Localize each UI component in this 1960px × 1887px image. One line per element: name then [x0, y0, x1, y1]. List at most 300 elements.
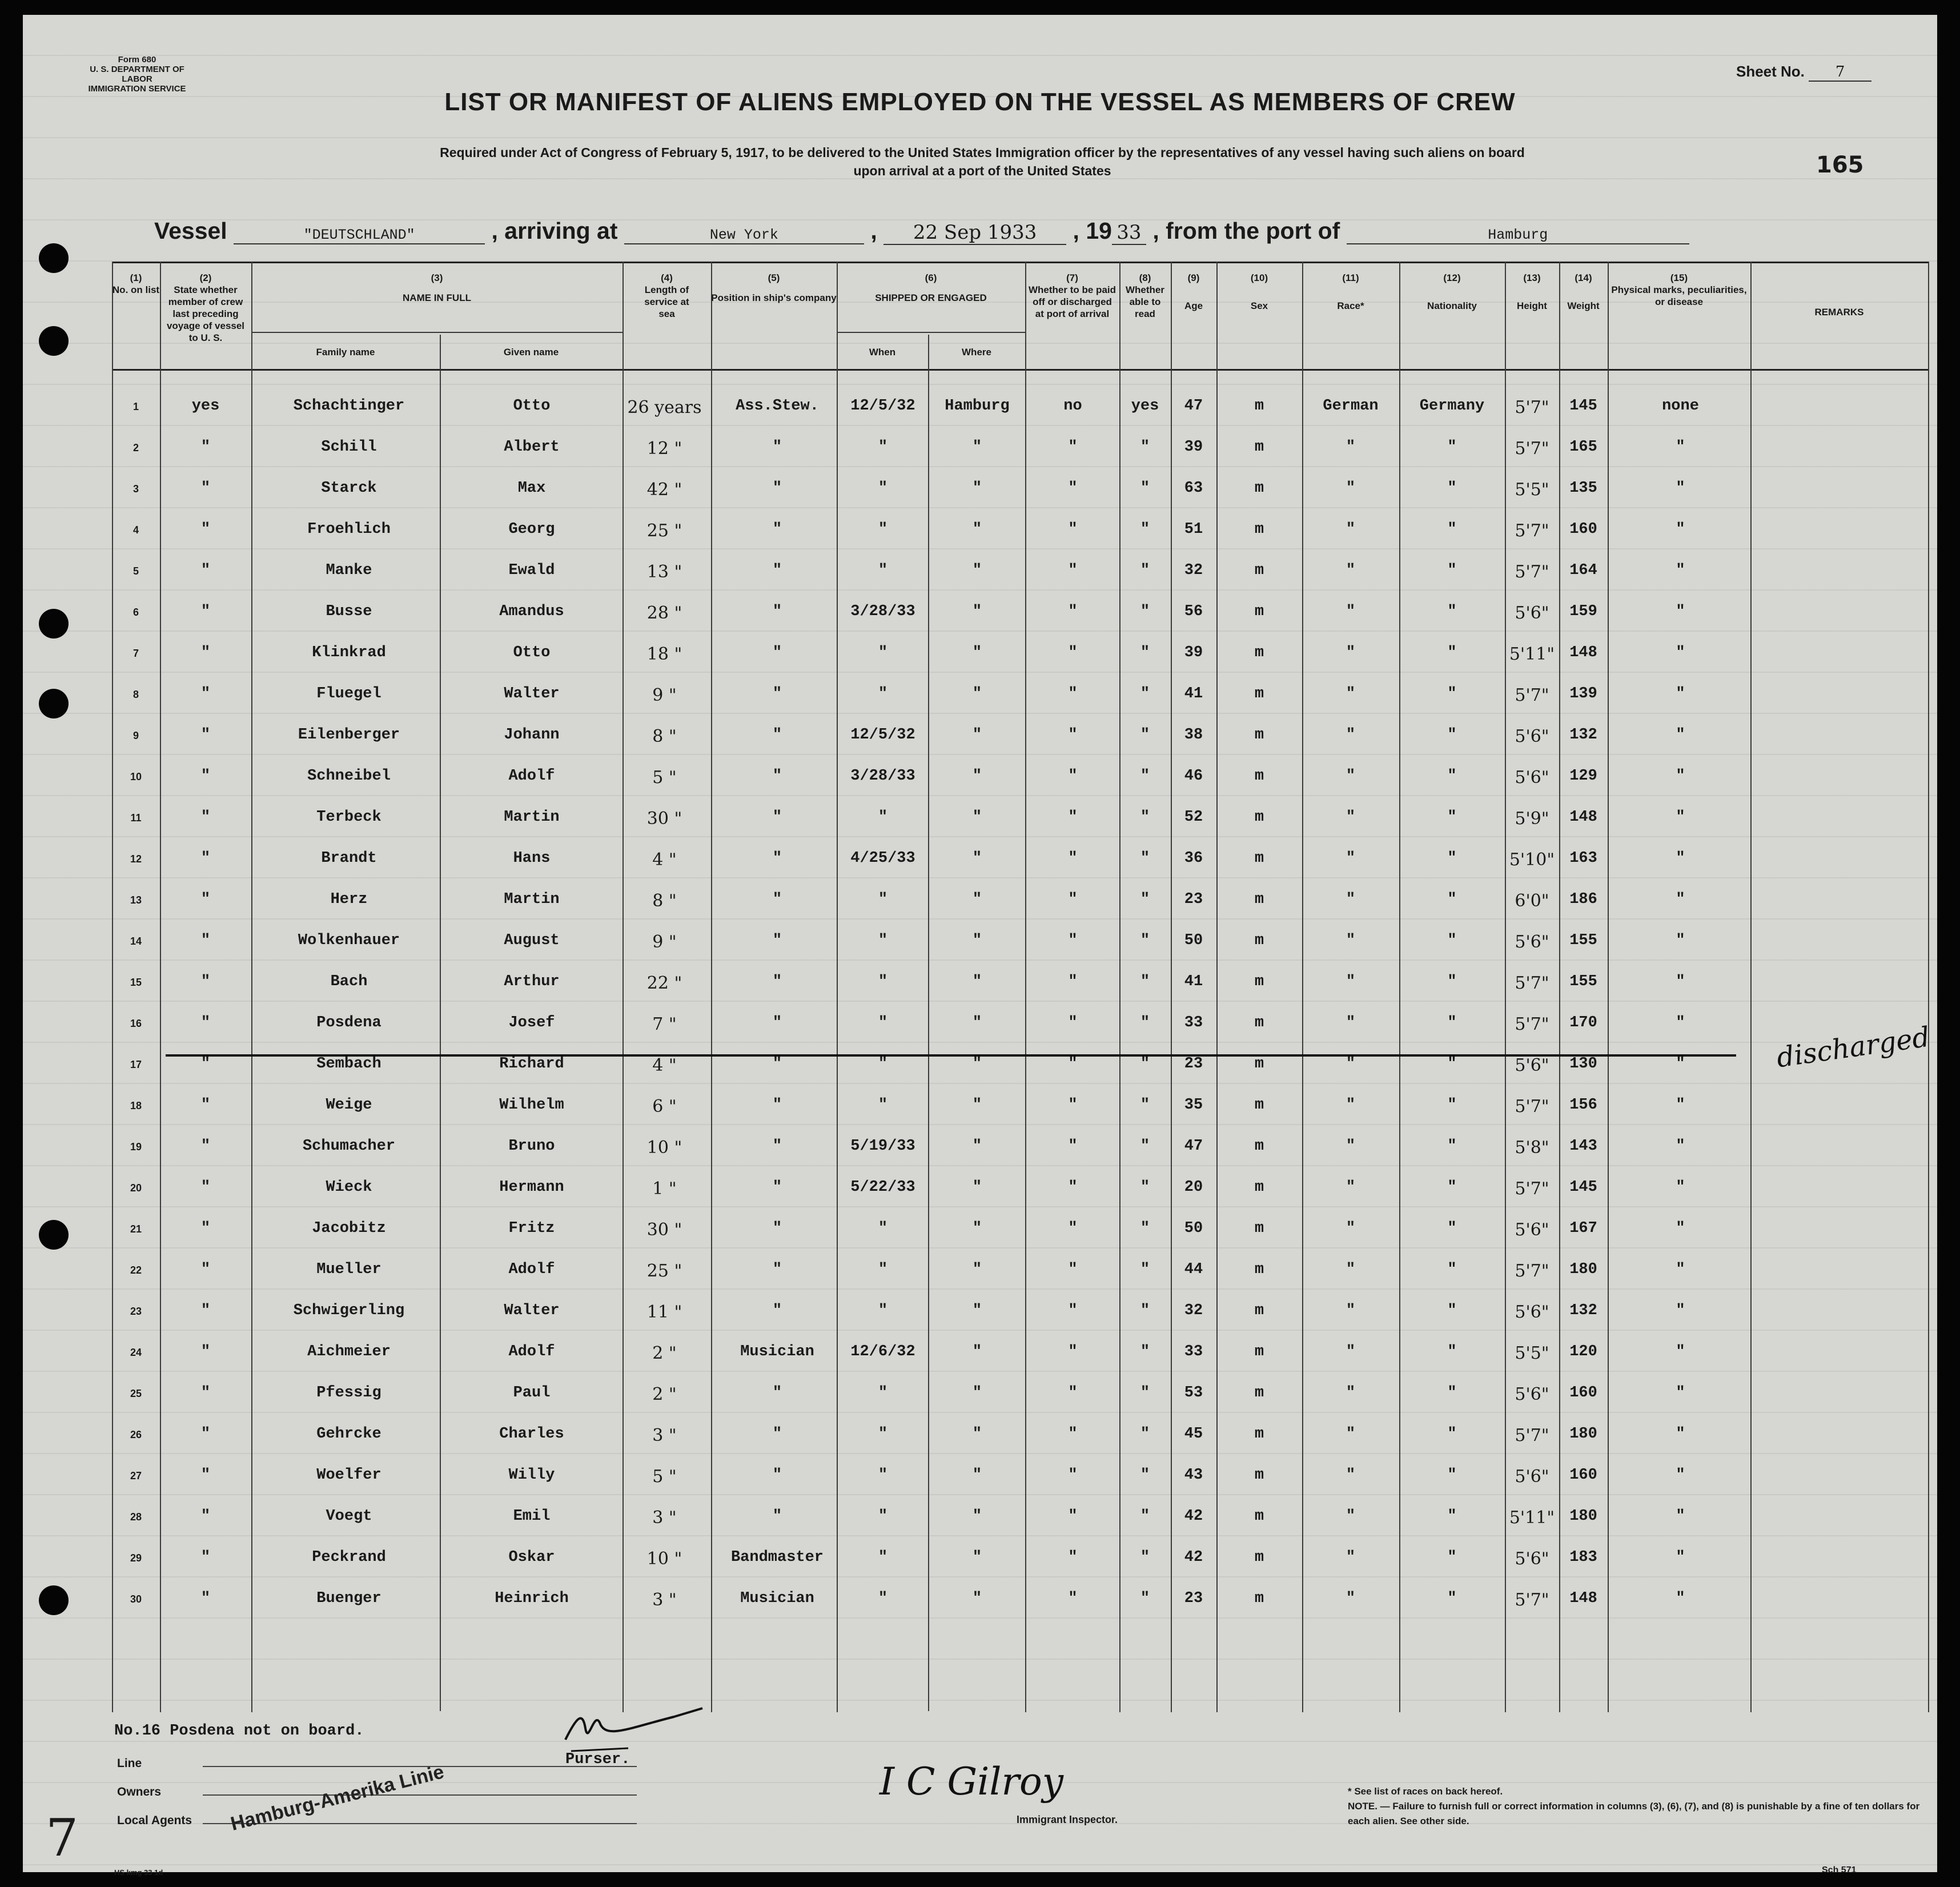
cell-given: Heinrich [495, 1590, 569, 1607]
cell-when: " [878, 1426, 888, 1443]
cell-when: 3/28/33 [850, 603, 915, 620]
cell-weight: 163 [1569, 850, 1597, 867]
cell-prev: " [200, 644, 211, 661]
cell-position: " [772, 603, 782, 620]
cell-marks: " [1676, 562, 1685, 579]
cell-sex: m [1254, 1302, 1264, 1319]
cell-when: " [878, 932, 888, 949]
cell-age: 44 [1184, 1261, 1203, 1278]
cell-race: " [1346, 1467, 1356, 1484]
cell-marks: " [1676, 1467, 1685, 1484]
cell-family: Gehrcke [316, 1426, 381, 1443]
cell-height: 5'7" [1515, 1261, 1549, 1281]
cell-nat: " [1447, 480, 1457, 497]
cell-service: 4 " [652, 1055, 677, 1075]
form-title: LIST OR MANIFEST OF ALIENS EMPLOYED ON THE VESSEL AS MEMBERS OF CREW [444, 88, 1516, 116]
cell-marks: " [1676, 973, 1685, 990]
cell-paid: " [1068, 603, 1078, 620]
cell-marks: " [1676, 1179, 1685, 1196]
cell-when: 12/6/32 [850, 1343, 915, 1360]
cell-given: Fritz [508, 1220, 555, 1237]
purser-label: Purser. [565, 1751, 630, 1768]
cell-read: " [1140, 1138, 1150, 1155]
table-row [112, 468, 1854, 509]
cell-where: " [972, 1343, 982, 1360]
cell-marks: " [1676, 850, 1685, 867]
cell-weight: 180 [1569, 1426, 1597, 1443]
cell-service: 3 " [652, 1508, 677, 1528]
cell-age: 23 [1184, 1055, 1203, 1073]
cell-race: " [1346, 521, 1356, 538]
cell-position: " [772, 1220, 782, 1237]
cell-service: 1 " [652, 1179, 677, 1199]
cell-prev: " [200, 932, 211, 949]
cell-service: 5 " [652, 1467, 677, 1487]
cell-weight: 148 [1569, 644, 1597, 661]
cell-height: 5'10" [1509, 850, 1555, 870]
cell-position: " [772, 1138, 782, 1155]
col-header-family: Family name [316, 347, 375, 358]
cell-sex: m [1254, 1508, 1264, 1525]
cell-given: Otto [513, 644, 551, 661]
cell-read: " [1140, 1467, 1150, 1484]
cell-age: 32 [1184, 1302, 1203, 1319]
col-rule [1928, 262, 1929, 1712]
cell-when: " [878, 1220, 888, 1237]
footer-notes [1348, 1784, 1930, 1829]
cell-sex: m [1254, 1138, 1264, 1155]
cell-no: 5 [132, 565, 139, 577]
table-row [112, 756, 1854, 797]
cell-read: " [1140, 1302, 1150, 1319]
cell-race: " [1346, 1343, 1356, 1360]
cell-weight: 120 [1569, 1343, 1597, 1360]
cell-when: " [878, 973, 888, 990]
cell-nat: " [1447, 644, 1457, 661]
cell-where: " [972, 809, 982, 826]
cell-height: 5'7" [1515, 1590, 1549, 1610]
cell-height: 5'6" [1515, 1467, 1549, 1487]
cell-where: " [972, 1426, 982, 1443]
cell-no: 28 [130, 1511, 142, 1523]
arriving-port: New York [624, 227, 864, 244]
cell-weight: 160 [1569, 1384, 1597, 1402]
cell-position: " [772, 726, 782, 744]
cell-where: " [972, 1055, 982, 1073]
cell-marks: " [1676, 521, 1685, 538]
cell-position: Musician [740, 1590, 814, 1607]
cell-marks: " [1676, 1220, 1685, 1237]
cell-nat: " [1447, 891, 1457, 908]
cell-weight: 148 [1569, 1590, 1597, 1607]
cell-when: " [878, 562, 888, 579]
cell-height: 5'6" [1515, 1055, 1549, 1075]
cell-race: " [1346, 1549, 1356, 1566]
cell-weight: 180 [1569, 1261, 1597, 1278]
cell-when: 12/5/32 [850, 726, 915, 744]
cell-given: Bruno [508, 1138, 555, 1155]
cell-when: " [878, 1508, 888, 1525]
cell-nat: " [1447, 809, 1457, 826]
fine-note: NOTE. — Failure to furnish full or correct information in columns (3), (6), (7), and (8) is punishable by a fine of ten dollars for each alien. See other side. [1348, 1801, 1920, 1826]
inspector-signature [879, 1760, 1063, 1804]
schedule-code: Sch 571 [1822, 1865, 1857, 1875]
arrival-date: 22 Sep 1933 [883, 221, 1066, 245]
cell-marks: " [1676, 1384, 1685, 1402]
vessel-name: "DEUTSCHLAND" [234, 227, 485, 244]
cell-sex: m [1254, 398, 1264, 415]
cell-height: 5'7" [1515, 562, 1549, 582]
cell-weight: 155 [1569, 932, 1597, 949]
from-label: , from the port of [1152, 218, 1340, 244]
cell-weight: 145 [1569, 1179, 1597, 1196]
print-code: HS kmg 33 1d [114, 1868, 163, 1877]
cell-prev: " [200, 562, 211, 579]
cell-read: " [1140, 768, 1150, 785]
cell-nat: Germany [1419, 398, 1485, 415]
cell-prev: " [200, 1097, 211, 1114]
col-header-remarks: REMARKS [1814, 307, 1864, 318]
cell-service: 12 " [646, 439, 682, 459]
table-row [112, 962, 1854, 1003]
cell-position: " [772, 1384, 782, 1402]
cell-height: 5'7" [1515, 685, 1549, 705]
cell-position: " [772, 932, 782, 949]
cell-nat: " [1447, 973, 1457, 990]
col-header-name: (3) NAME IN FULL [403, 272, 471, 303]
cell-family: Voegt [326, 1508, 372, 1525]
cell-service: 2 " [652, 1384, 677, 1404]
cell-read: " [1140, 439, 1150, 456]
cell-family: Froehlich [307, 521, 391, 538]
cell-no: 16 [130, 1018, 142, 1029]
col-header-read: (8) Whether able to read [1126, 272, 1164, 319]
cell-family: Mueller [316, 1261, 381, 1278]
cell-when: " [878, 891, 888, 908]
col-header-race: (11) Race* [1337, 272, 1364, 311]
cell-paid: " [1068, 726, 1078, 744]
col-header-weight: (14) Weight [1567, 272, 1600, 311]
cell-race: " [1346, 726, 1356, 744]
cell-read: " [1140, 1220, 1150, 1237]
cell-sex: m [1254, 850, 1264, 867]
cell-nat: " [1447, 1590, 1457, 1607]
cell-prev: " [200, 768, 211, 785]
cell-race: " [1346, 480, 1356, 497]
cell-where: " [972, 1014, 982, 1031]
cell-when: 3/28/33 [850, 768, 915, 785]
cell-given: Adolf [508, 768, 555, 785]
cell-height: 5'7" [1515, 1426, 1549, 1446]
cell-service: 9 " [652, 932, 677, 952]
cell-given: Walter [504, 1302, 560, 1319]
cell-prev: " [200, 1138, 211, 1155]
cell-service: 2 " [652, 1343, 677, 1363]
cell-paid: " [1068, 1343, 1078, 1360]
cell-when: " [878, 480, 888, 497]
cell-no: 26 [130, 1429, 142, 1440]
cell-family: Brandt [321, 850, 377, 867]
cell-given: Max [517, 480, 546, 497]
cell-nat: " [1447, 850, 1457, 867]
cell-marks: " [1676, 1055, 1685, 1073]
table-row [112, 1126, 1854, 1167]
cell-service: 3 " [652, 1590, 677, 1610]
cell-when: " [878, 1384, 888, 1402]
cell-position: " [772, 1426, 782, 1443]
table-row [112, 427, 1854, 468]
cell-position: Ass.Stew. [736, 398, 819, 415]
cell-nat: " [1447, 1384, 1457, 1402]
cell-read: " [1140, 1261, 1150, 1278]
cell-marks: none [1662, 398, 1699, 415]
table-row [112, 1455, 1854, 1496]
col-header-sex: (10) Sex [1250, 272, 1268, 311]
table-row [112, 1496, 1854, 1537]
cell-no: 7 [132, 648, 139, 659]
col-header-nationality: (12) Nationality [1427, 272, 1477, 311]
cell-position: " [772, 768, 782, 785]
footer-line: Line [117, 1757, 637, 1770]
cell-sex: m [1254, 439, 1264, 456]
cell-family: Klinkrad [312, 644, 386, 661]
cell-paid: " [1068, 1097, 1078, 1114]
cell-no: 6 [132, 607, 139, 618]
cell-where: " [972, 521, 982, 538]
cell-nat: " [1447, 1508, 1457, 1525]
cell-sex: m [1254, 1179, 1264, 1196]
cell-paid: " [1068, 1261, 1078, 1278]
cell-service: 42 " [646, 480, 682, 500]
cell-race: " [1346, 1508, 1356, 1525]
cell-service: 26 years [627, 398, 702, 417]
cell-family: Peckrand [312, 1549, 386, 1566]
line-stamp: Hamburg-Amerika Linie [228, 1761, 447, 1835]
cell-height: 6'0" [1515, 891, 1549, 911]
year-prefix: , 19 [1073, 218, 1112, 244]
punch-hole [39, 326, 69, 356]
cell-height: 5'6" [1515, 768, 1549, 788]
cell-sex: m [1254, 644, 1264, 661]
cell-position: " [772, 1261, 782, 1278]
cell-marks: " [1676, 480, 1685, 497]
cell-when: 12/5/32 [850, 398, 915, 415]
cell-height: 5'7" [1515, 973, 1549, 993]
cell-marks: " [1676, 1343, 1685, 1360]
footer-note: No.16 Posdena not on board. [114, 1723, 364, 1740]
cell-service: 30 " [646, 809, 682, 829]
cell-marks: " [1676, 685, 1685, 702]
cell-read: " [1140, 726, 1150, 744]
cell-paid: " [1068, 1179, 1078, 1196]
table-row [112, 1250, 1854, 1291]
cell-marks: " [1676, 603, 1685, 620]
cell-family: Sembach [316, 1055, 381, 1073]
cell-prev: " [200, 1014, 211, 1031]
cell-marks: " [1676, 809, 1685, 826]
cell-nat: " [1447, 932, 1457, 949]
cell-no: 8 [132, 689, 139, 700]
cell-paid: " [1068, 1302, 1078, 1319]
cell-weight: 183 [1569, 1549, 1597, 1566]
cell-age: 41 [1184, 685, 1203, 702]
table-row [112, 797, 1854, 838]
cell-where: " [972, 685, 982, 702]
cell-weight: 186 [1569, 891, 1597, 908]
col-header-marks: (15) Physical marks, peculiarities, or disease [1611, 272, 1747, 307]
cell-no: 12 [130, 853, 142, 865]
cell-family: Woelfer [316, 1467, 381, 1484]
col-header-position: (5) Position in ship's company [711, 272, 837, 303]
col-header-no: (1) No. on list [112, 272, 160, 295]
cell-height: 5'7" [1515, 521, 1549, 541]
cell-paid: " [1068, 562, 1078, 579]
cell-prev: " [200, 1343, 211, 1360]
cell-position: " [772, 480, 782, 497]
cell-race: " [1346, 1426, 1356, 1443]
table-row [112, 1209, 1854, 1250]
cell-position: " [772, 562, 782, 579]
cell-height: 5'5" [1515, 1343, 1549, 1363]
cell-when: " [878, 521, 888, 538]
cell-nat: " [1447, 521, 1457, 538]
cell-no: 20 [130, 1182, 142, 1194]
cell-given: Oskar [508, 1549, 555, 1566]
cell-position: " [772, 1097, 782, 1114]
cell-where: " [972, 932, 982, 949]
cell-service: 11 " [646, 1302, 682, 1322]
cell-family: Jacobitz [312, 1220, 386, 1237]
cell-given: Adolf [508, 1343, 555, 1360]
cell-when: " [878, 1590, 888, 1607]
cell-sex: m [1254, 809, 1264, 826]
cell-age: 51 [1184, 521, 1203, 538]
cell-where: " [972, 1220, 982, 1237]
cell-service: 3 " [652, 1426, 677, 1446]
cell-given: Willy [508, 1467, 555, 1484]
cell-prev: " [200, 1179, 211, 1196]
cell-age: 41 [1184, 973, 1203, 990]
cell-when: 5/22/33 [850, 1179, 915, 1196]
cell-nat: " [1447, 1179, 1457, 1196]
departure-port: Hamburg [1347, 227, 1689, 244]
cell-prev: " [200, 1467, 211, 1484]
cell-where: " [972, 973, 982, 990]
cell-read: " [1140, 480, 1150, 497]
cell-read: " [1140, 932, 1150, 949]
sheet-label: Sheet No. [1736, 63, 1805, 80]
cell-family: Terbeck [316, 809, 381, 826]
cell-race: " [1346, 1384, 1356, 1402]
cell-position: " [772, 1055, 782, 1073]
cell-height: 5'7" [1515, 439, 1549, 459]
cell-given: Adolf [508, 1261, 555, 1278]
cell-service: 10 " [646, 1138, 682, 1158]
arrival-year: 33 [1112, 221, 1146, 245]
col-header-when: When [869, 347, 896, 358]
cell-read: " [1140, 1549, 1150, 1566]
cell-sex: m [1254, 521, 1264, 538]
cell-age: 33 [1184, 1343, 1203, 1360]
cell-nat: " [1447, 1014, 1457, 1031]
cell-weight: 132 [1569, 726, 1597, 744]
cell-marks: " [1676, 439, 1685, 456]
cell-where: " [972, 891, 982, 908]
cell-marks: " [1676, 1261, 1685, 1278]
cell-given: Josef [508, 1014, 555, 1031]
cell-given: Amandus [499, 603, 564, 620]
cell-height: 5'6" [1515, 603, 1549, 623]
inspector-signature-text: I C Gilroy [879, 1760, 1064, 1804]
cell-when: " [878, 439, 888, 456]
punch-hole [39, 243, 69, 273]
cell-paid: " [1068, 521, 1078, 538]
cell-race: " [1346, 850, 1356, 867]
cell-position: " [772, 1179, 782, 1196]
cell-family: Schwigerling [293, 1302, 405, 1319]
cell-position: " [772, 1302, 782, 1319]
cell-height: 5'6" [1515, 1384, 1549, 1404]
table-row [112, 551, 1854, 592]
cell-height: 5'8" [1515, 1138, 1549, 1158]
table-row [112, 880, 1854, 921]
cell-when: " [878, 685, 888, 702]
cell-marks: " [1676, 1426, 1685, 1443]
cell-paid: " [1068, 1055, 1078, 1073]
cell-weight: 164 [1569, 562, 1597, 579]
cell-marks: " [1676, 644, 1685, 661]
cell-given: Georg [508, 521, 555, 538]
cell-no: 17 [130, 1059, 142, 1070]
cell-age: 33 [1184, 1014, 1203, 1031]
cell-when: " [878, 1467, 888, 1484]
table-row [112, 1579, 1854, 1620]
cell-marks: " [1676, 891, 1685, 908]
cell-read: " [1140, 1508, 1150, 1525]
cell-race: " [1346, 1302, 1356, 1319]
cell-read: " [1140, 891, 1150, 908]
cell-where: " [972, 1261, 982, 1278]
strike-through-row-16 [166, 1054, 1736, 1057]
cell-height: 5'5" [1515, 480, 1549, 500]
footer-agents: Local Agents [117, 1814, 637, 1828]
cell-prev: " [200, 1508, 211, 1525]
cell-family: Herz [330, 891, 368, 908]
cell-when: 4/25/33 [850, 850, 915, 867]
cell-family: Wolkenhauer [298, 932, 400, 949]
cell-family: Buenger [316, 1590, 381, 1607]
cell-paid: " [1068, 480, 1078, 497]
cell-service: 25 " [646, 521, 682, 541]
cell-service: 7 " [652, 1014, 677, 1034]
cell-position: " [772, 1467, 782, 1484]
cell-prev: " [200, 1055, 211, 1073]
cell-weight: 156 [1569, 1097, 1597, 1114]
cell-paid: " [1068, 685, 1078, 702]
cell-service: 25 " [646, 1261, 682, 1281]
cell-weight: 160 [1569, 1467, 1597, 1484]
cell-age: 53 [1184, 1384, 1203, 1402]
cell-given: Martin [504, 809, 560, 826]
cell-service: 10 " [646, 1549, 682, 1569]
table-header-rule [112, 369, 1928, 371]
table-row [112, 838, 1854, 880]
table-top-rule [112, 262, 1928, 263]
cell-no: 24 [130, 1347, 142, 1358]
cell-read: " [1140, 1097, 1150, 1114]
cell-read: " [1140, 973, 1150, 990]
cell-age: 52 [1184, 809, 1203, 826]
